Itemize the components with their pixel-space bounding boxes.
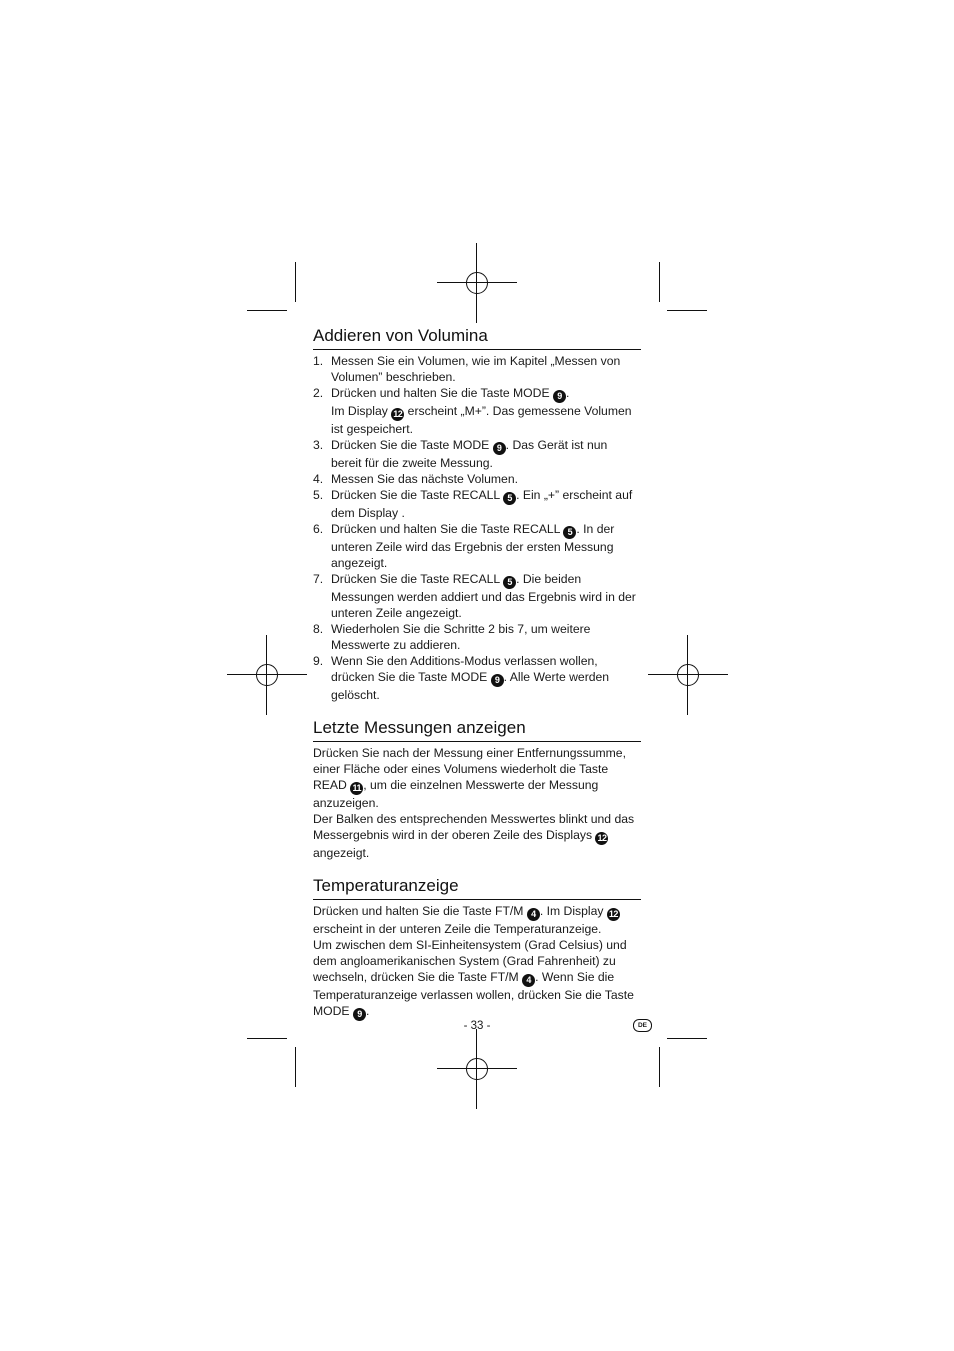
crop-mark xyxy=(295,1047,296,1087)
list-item xyxy=(313,521,641,571)
text-run: Drücken Sie die Taste RECALL xyxy=(331,488,504,502)
list-item-number: 3. xyxy=(313,438,324,452)
reference-number-icon: 9 xyxy=(553,390,566,403)
language-badge: DE xyxy=(633,1019,652,1032)
list-item xyxy=(313,653,641,703)
crop-mark xyxy=(659,262,660,302)
text-run: . Wenn Sie die Temperaturanzeige verlassen wollen, drücken Sie die Taste MODE xyxy=(313,970,634,1018)
text-run: . Alle Werte werden gelöscht. xyxy=(331,670,610,702)
crop-mark xyxy=(667,310,707,311)
registration-mark-right xyxy=(668,655,708,695)
crop-mark xyxy=(247,1038,287,1039)
section-letzte-messungen xyxy=(313,717,641,861)
list-item-number: 8. xyxy=(313,622,324,636)
registration-mark-bottom xyxy=(457,1049,497,1089)
list-item-number: 2. xyxy=(313,386,324,400)
list-item xyxy=(313,571,641,621)
text-run: Um zwischen dem SI-Einheitensystem (Grad Celsius) und dem angloamerikanischen System (Grad Fahrenheit) zu wechseln, drücken Sie die Taste FT/M xyxy=(313,938,627,984)
text-run: Messen Sie ein Volumen, wie im Kapitel „Messen von Volumen” beschrieben. xyxy=(331,354,621,384)
reference-number-icon: 12 xyxy=(608,909,618,919)
text-run: Wiederholen Sie die Schritte 2 bis 7, um weitere Messwerte zu addieren. xyxy=(331,622,591,652)
reference-number-icon: 9 xyxy=(493,442,506,455)
crop-mark xyxy=(667,1038,707,1039)
list-item xyxy=(313,621,641,653)
text-run: Messen Sie das nächste Volumen. xyxy=(331,472,518,486)
section-heading: Temperaturanzeige xyxy=(313,875,641,900)
reference-number-icon: 5 xyxy=(503,576,516,589)
reference-number-icon: 11 xyxy=(350,782,363,795)
registration-mark-top xyxy=(457,263,497,303)
crop-mark xyxy=(659,1047,660,1087)
reference-number-icon: 9 xyxy=(353,1008,366,1021)
text-run: angezeigt. xyxy=(313,846,370,860)
text-run: Drücken und halten Sie die Taste FT/M xyxy=(313,904,527,918)
crop-mark xyxy=(247,310,287,311)
list-item xyxy=(313,487,641,521)
text-run: Drücken Sie nach der Messung einer Entfernungssumme, einer Fläche oder eines Volumens wiederholt die Taste READ xyxy=(313,746,626,792)
text-run: Der Balken des entsprechenden Messwertes blinkt und das Messergebnis wird in der oberen Zeile des Displays xyxy=(313,812,635,842)
list-item-number: 5. xyxy=(313,488,324,502)
text-run: erscheint in der unteren Zeile die Temperaturanzeige. xyxy=(313,922,602,936)
text-run: . Ein „+” erscheint auf dem Display . xyxy=(331,488,633,520)
list-item-number: 7. xyxy=(313,572,324,586)
reference-number-icon: 5 xyxy=(563,526,576,539)
reference-number-icon: 4 xyxy=(527,908,540,921)
list-item-number: 6. xyxy=(313,522,324,536)
section-addieren xyxy=(313,325,641,703)
page-number: - 33 - xyxy=(463,1020,491,1032)
text-run: Drücken Sie die Taste RECALL xyxy=(331,572,504,586)
text-run: erscheint „M+”. Das gemessene Volumen ist gespeichert. xyxy=(331,404,632,436)
registration-mark-left xyxy=(247,655,287,695)
reference-number-icon: 9 xyxy=(491,674,504,687)
list-item xyxy=(313,437,641,471)
text-run: Drücken Sie die Taste MODE xyxy=(331,438,493,452)
reference-number-icon: 12 xyxy=(597,833,607,843)
text-run: Wenn Sie den Additions-Modus verlassen wollen, drücken Sie die Taste MODE xyxy=(331,654,598,684)
text-run: , um die einzelnen Messwerte der Messung anzuzeigen. xyxy=(313,778,599,810)
text-run: Drücken und halten Sie die Taste RECALL xyxy=(331,522,564,536)
text-run: . Im Display xyxy=(539,904,607,918)
text-run: . xyxy=(565,386,570,400)
list-item xyxy=(313,385,641,437)
list-item xyxy=(313,353,641,385)
reference-number-icon: 12 xyxy=(393,409,403,419)
reference-number-icon: 5 xyxy=(503,492,516,505)
reference-number-icon: 4 xyxy=(522,974,535,987)
section-heading: Letzte Messungen anzeigen xyxy=(313,717,641,742)
text-run: . Die beiden Messungen werden addiert und das Ergebnis wird in der unteren Zeile angezeigt. xyxy=(331,572,636,620)
section-heading: Addieren von Volumina xyxy=(313,325,641,350)
section-temperatur xyxy=(313,875,641,1021)
text-run: Im Display xyxy=(331,404,392,418)
text-run: . Das Gerät ist nun bereit für die zweite Messung. xyxy=(331,438,608,470)
crop-mark xyxy=(295,262,296,302)
list-item-number: 9. xyxy=(313,654,324,668)
step-list xyxy=(313,353,641,703)
list-item xyxy=(313,471,641,487)
page-content xyxy=(313,325,641,1035)
text-run: . In der unteren Zeile wird das Ergebnis der ersten Messung angezeigt. xyxy=(331,522,615,570)
paragraph xyxy=(313,903,641,1021)
text-run: . xyxy=(365,1004,370,1018)
paragraph xyxy=(313,745,641,861)
list-item-number: 1. xyxy=(313,354,324,368)
list-item-number: 4. xyxy=(313,472,324,486)
text-run: Drücken und halten Sie die Taste MODE xyxy=(331,386,553,400)
